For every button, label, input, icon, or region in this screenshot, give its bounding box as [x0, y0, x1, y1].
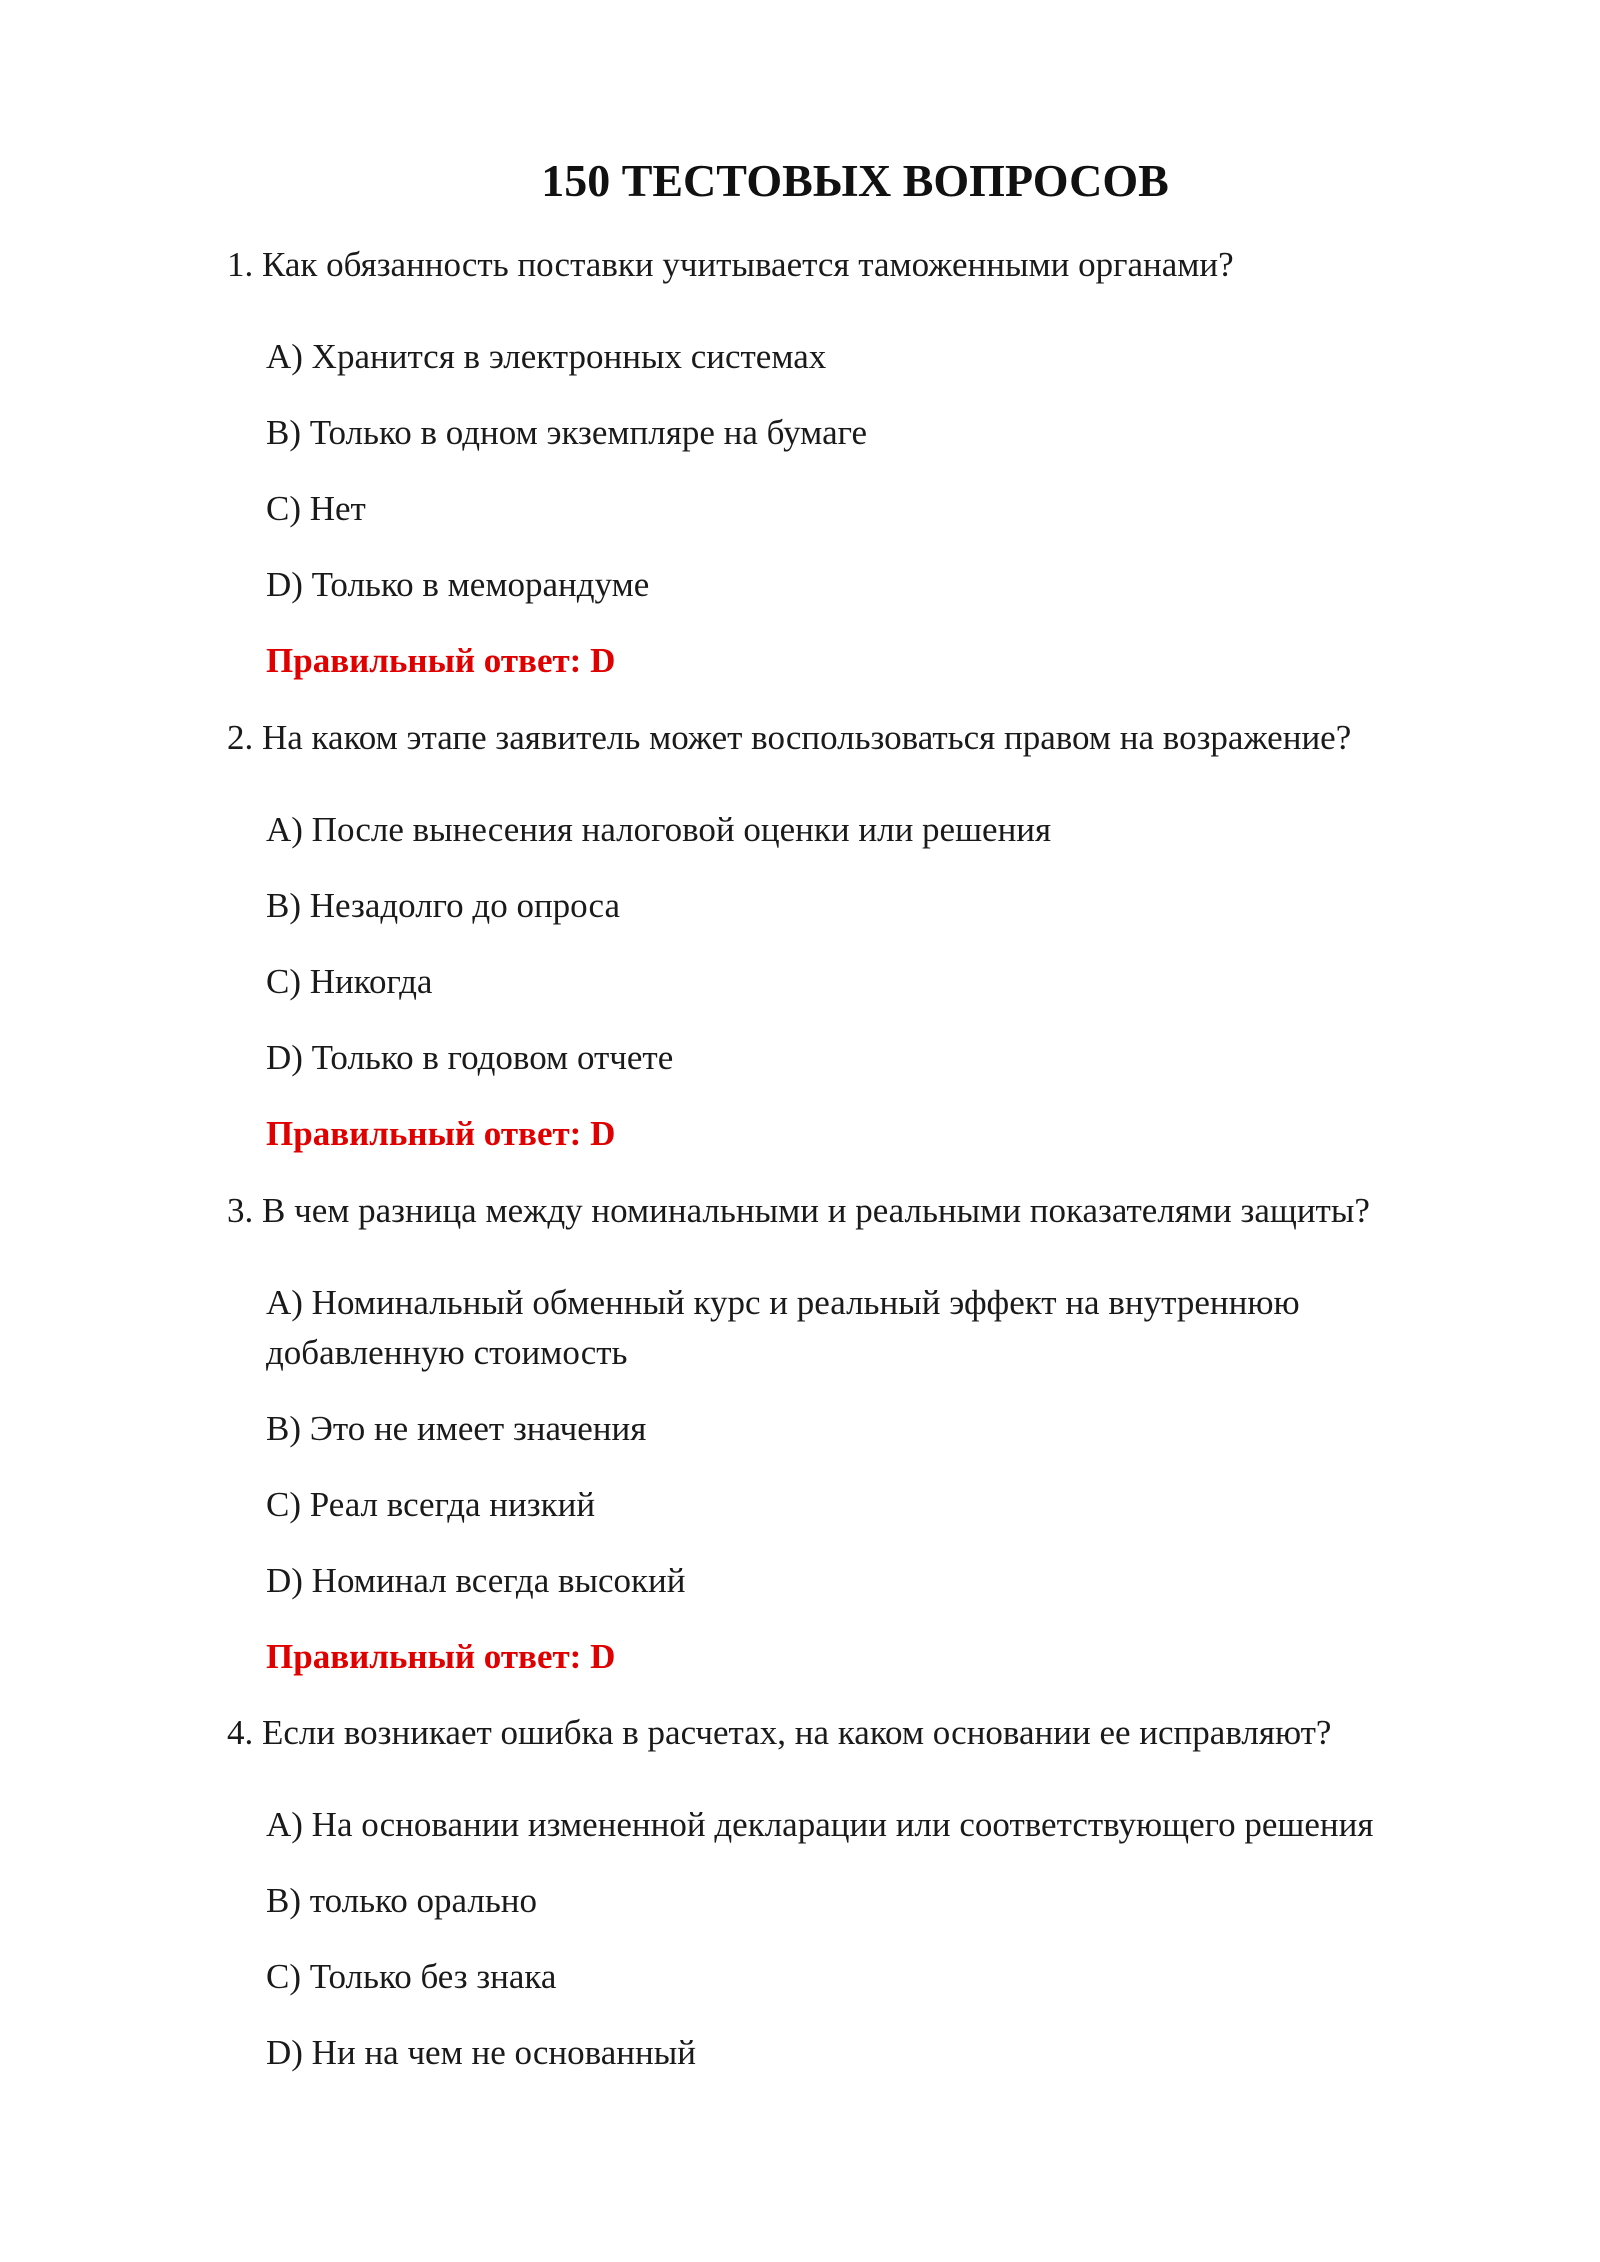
option-b: B) Незадолго до опроса	[266, 886, 621, 925]
option-d: D) Номинал всегда высокий	[266, 1561, 686, 1600]
option-b: B) Это не имеет значения	[266, 1409, 647, 1448]
option-d: D) Только в меморандуме	[266, 565, 650, 604]
correct-answer: Правильный ответ: D	[266, 1637, 616, 1676]
question-text: 2. На каком этапе заявитель может воспользоваться правом на возражение?	[227, 718, 1352, 757]
question-text: 4. Если возникает ошибка в расчетах, на каком основании ее исправляют?	[227, 1713, 1332, 1752]
option-a: A) На основании измененной декларации или соответствующего решения	[266, 1805, 1374, 1844]
correct-answer: Правильный ответ: D	[266, 641, 616, 680]
option-b: B) только орально	[266, 1881, 538, 1920]
page-title: 150 ТЕСТОВЫХ ВОПРОСОВ	[541, 155, 1169, 206]
option-c: C) Только без знака	[266, 1957, 557, 1996]
option-c: C) Нет	[266, 489, 366, 528]
question-text: 1. Как обязанность поставки учитывается таможенными органами?	[227, 245, 1234, 284]
option-a: A) Хранится в электронных системах	[266, 337, 827, 376]
option-a: A) После вынесения налоговой оценки или решения	[266, 810, 1052, 849]
correct-answer: Правильный ответ: D	[266, 1114, 616, 1153]
option-d: D) Ни на чем не основанный	[266, 2033, 696, 2072]
option-c: C) Реал всегда низкий	[266, 1485, 596, 1524]
option-c: C) Никогда	[266, 962, 433, 1001]
option-d: D) Только в годовом отчете	[266, 1038, 674, 1077]
question-text: 3. В чем разница между номинальными и реальными показателями защиты?	[227, 1191, 1370, 1230]
option-b: B) Только в одном экземпляре на бумаге	[266, 413, 868, 452]
option-a: A) Номинальный обменный курс и реальный эффект на внутреннюю добавленную стоимость	[266, 1283, 1300, 1372]
